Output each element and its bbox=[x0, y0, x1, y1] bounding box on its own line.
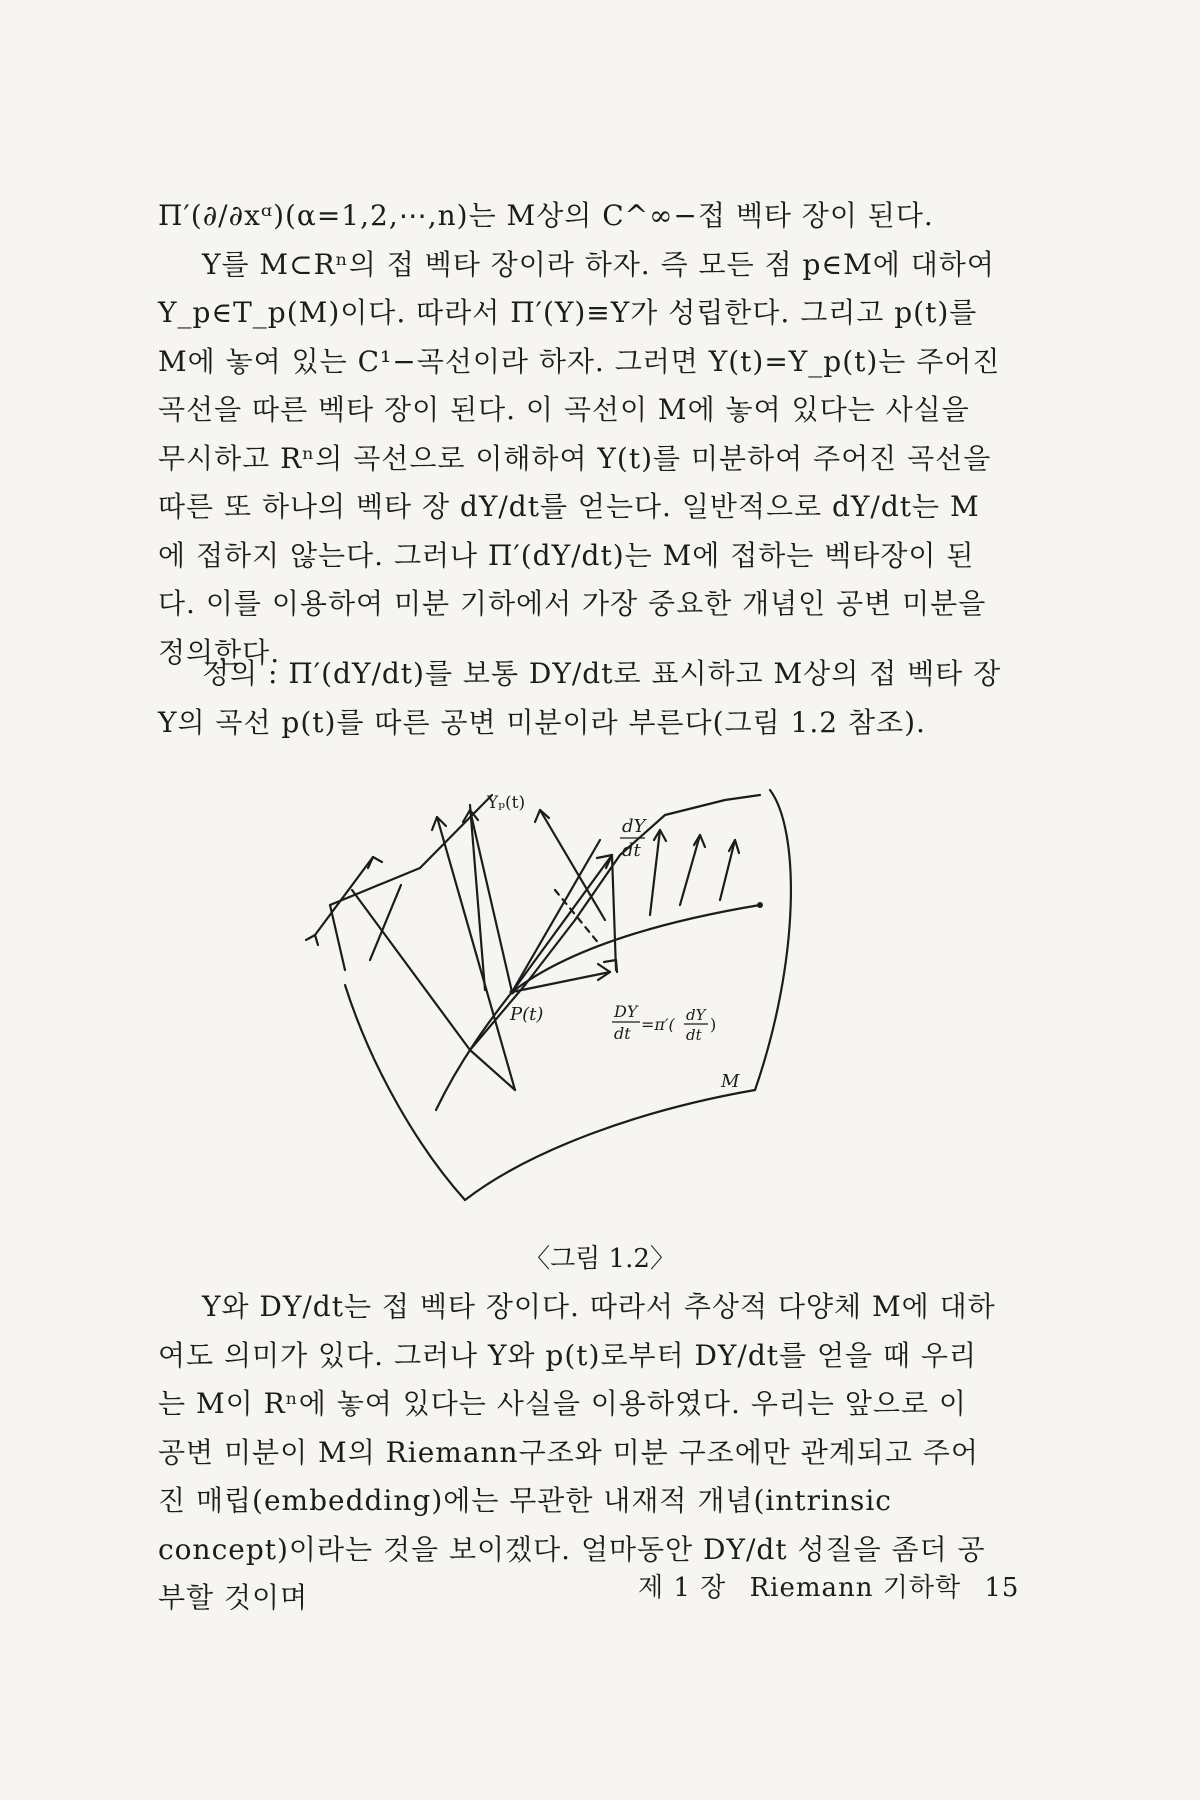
paragraph-line-1: Π′(∂/∂xᵅ)(α=1,2,⋯,n)는 M상의 C^∞−접 벡타 장이 된다. bbox=[158, 199, 934, 232]
page-number: 15 bbox=[984, 1573, 1020, 1603]
vector-arrow-5 bbox=[540, 810, 605, 920]
label-Yp: Yₚ(t) bbox=[487, 793, 526, 813]
footer-chapter: 제 1 장 bbox=[638, 1573, 727, 1603]
vector-arrow-8 bbox=[720, 840, 735, 900]
label-dY: dY bbox=[622, 816, 646, 837]
vector-Yp bbox=[470, 810, 512, 992]
label-dt2: dt bbox=[686, 1026, 702, 1044]
surface-left-edge bbox=[352, 890, 470, 1050]
label-eq: =π′( bbox=[641, 1015, 675, 1034]
vector-arrow-7 bbox=[680, 835, 700, 905]
paragraph-followup-text: Y와 DY/dt는 접 벡타 장이다. 따라서 추상적 다양체 M에 대하여도 의미가 있다. 그러나 Y와 p(t)로부터 DY/dt를 얻을 때 우리는 M이 Rⁿ에 놓여 있다는 사실을 이용하였다. 우리는 앞으로 이 공변 미분이 M의 Riemann구조와 미분 구조에만 관계되고 주어진 매립(embedding)에는 무관한 내재적 개념(intrinsic concept)이라는 것을 보이겠다. 얼마동안 DY/dt 성질을 좀더 공부할 것이며 bbox=[158, 1290, 996, 1614]
label-DY-dt: dt bbox=[614, 1024, 631, 1043]
curve-p-t bbox=[436, 905, 760, 1110]
paragraph-body: Y를 M⊂Rⁿ의 접 벡타 장이라 하자. 즉 모든 점 p∈M에 대하여 Y_p∈T_p(M)이다. 따라서 Π′(Y)≡Y가 성립한다. 그리고 p(t)를 M에 놓여 있는 C¹−곡선이라 하자. 그러면 Y(t)=Y_p(t)는 주어진 곡선을 따른 벡타 장이 된다. 이 곡선이 M에 놓여 있다는 사실을 무시하고 Rⁿ의 곡선으로 이해하여 Y(t)를 미분하여 주어진 곡선을 따른 또 하나의 벡타 장 dY/dt를 얻는다. 일반적으로 dY/dt는 M에 접하지 않는다. 그러나 Π′(dY/dt)는 M에 접하는 벡타장이 된다. 이를 이용하여 미분 기하에서 가장 중요한 개념인 공변 미분을 정의한다. bbox=[158, 247, 1001, 669]
vector-dY-dt-2 bbox=[512, 840, 600, 992]
vector-dY-dt bbox=[512, 855, 612, 992]
point-P bbox=[510, 990, 515, 995]
label-close: ) bbox=[710, 1015, 717, 1034]
surface-bottom-edge bbox=[465, 1090, 755, 1200]
figure-caption: 〈그림 1.2〉 bbox=[524, 1244, 676, 1274]
footer-title: Riemann 기하학 bbox=[749, 1573, 962, 1603]
curve-end-point bbox=[757, 902, 763, 908]
tangent-plane-left bbox=[330, 868, 420, 905]
label-M: M bbox=[721, 1071, 740, 1092]
label-DY: DY bbox=[614, 1002, 638, 1021]
projection-line bbox=[612, 855, 616, 970]
arrowhead-7 bbox=[694, 835, 705, 847]
arrowhead-1 bbox=[368, 857, 382, 868]
label-dY2: dY bbox=[686, 1006, 706, 1024]
arrowhead-DY bbox=[598, 964, 610, 980]
vector-arrow-1 bbox=[315, 857, 373, 935]
definition-text: 정의 : Π′(dY/dt)를 보통 DY/dt로 표시하고 M상의 접 벡타 장 Y의 곡선 p(t)를 따른 공변 미분이라 부른다(그림 1.2 참조). bbox=[158, 657, 1002, 739]
surface-right-edge bbox=[755, 790, 791, 1090]
label-dt: dt bbox=[622, 840, 641, 861]
arrowhead-left bbox=[306, 935, 318, 945]
tangent-plane-left-2 bbox=[330, 905, 345, 970]
vector-arrow-6 bbox=[650, 830, 660, 915]
label-Pt: P(t) bbox=[510, 1004, 544, 1025]
page-footer bbox=[638, 1567, 1033, 1604]
